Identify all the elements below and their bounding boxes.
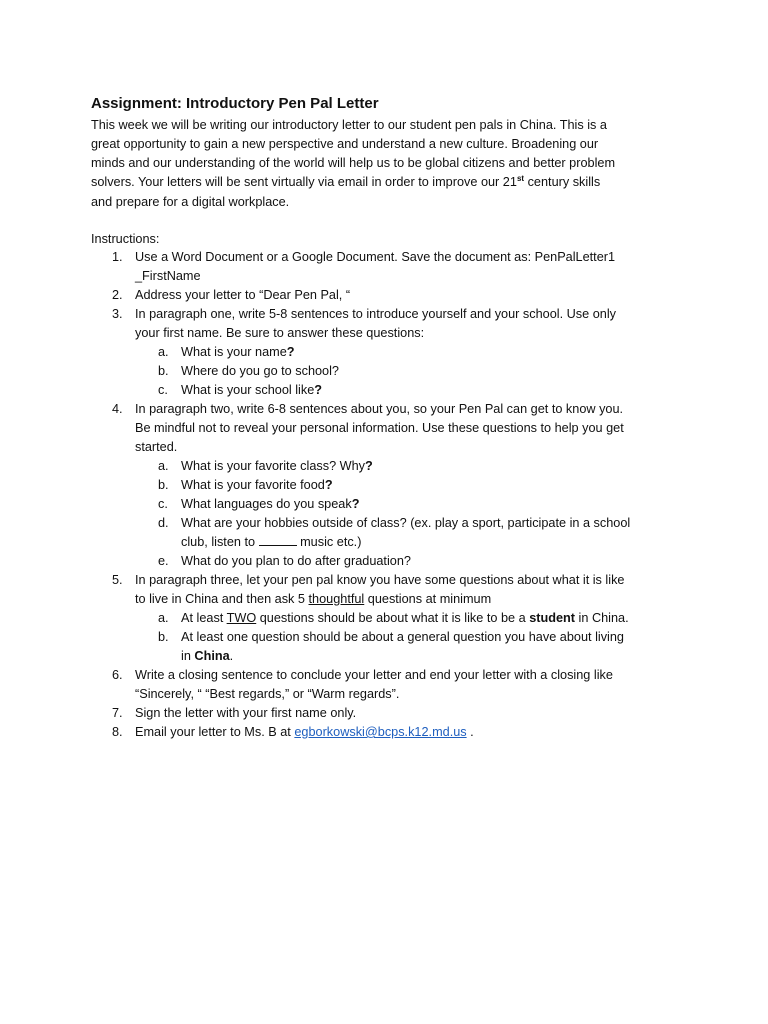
step-text-part: questions at minimum bbox=[364, 592, 492, 606]
sub-text-part: At least bbox=[181, 611, 227, 625]
sub-item bbox=[91, 457, 691, 476]
question-text: music etc.) bbox=[296, 535, 362, 549]
intro-paragraph bbox=[91, 116, 683, 212]
step-number: 7. bbox=[112, 706, 123, 720]
sub-text bbox=[181, 381, 691, 400]
intro-line: great opportunity to gain a new perspective and understand a new culture. Broadening our bbox=[91, 137, 599, 151]
question-mark: ? bbox=[351, 497, 360, 511]
step-text: Address your letter to “Dear Pen Pal, “ bbox=[135, 288, 351, 302]
question-text: What is your name bbox=[181, 345, 287, 359]
step-text: In paragraph three, let your pen pal know you have some questions about what it is like bbox=[135, 573, 625, 587]
sub-text-part: in bbox=[181, 649, 195, 663]
step-5 bbox=[91, 571, 691, 666]
step-text: _FirstName bbox=[135, 269, 201, 283]
sub-text: What are your hobbies outside of class? (ex. play a sport, participate in a school bbox=[181, 516, 631, 530]
step-8 bbox=[91, 723, 691, 742]
sub-text: Where do you go to school? bbox=[181, 364, 339, 378]
sub-list bbox=[135, 457, 691, 571]
step-text bbox=[135, 590, 691, 609]
intro-line: This week we will be writing our introductory letter to our student pen pals in China. This is a bbox=[91, 118, 607, 132]
step-text: Sign the letter with your first name only. bbox=[135, 706, 357, 720]
step-number: 1. bbox=[112, 250, 123, 264]
step-4 bbox=[91, 400, 691, 571]
sub-text bbox=[181, 609, 691, 628]
question-mark: ? bbox=[365, 459, 373, 473]
page-title: Assignment: Introductory Pen Pal Letter bbox=[91, 95, 379, 112]
question-text: club, listen to bbox=[181, 535, 259, 549]
sub-letter: e. bbox=[158, 554, 169, 568]
intro-text: century skills bbox=[524, 175, 601, 189]
email-link[interactable]: egborkowski@bcps.k12.md.us bbox=[294, 725, 467, 739]
question-text: What languages do you speak bbox=[181, 497, 352, 511]
sub-item bbox=[91, 476, 691, 495]
step-number: 8. bbox=[112, 725, 123, 739]
sub-text-part: in China. bbox=[575, 611, 629, 625]
sub-text bbox=[181, 647, 691, 666]
step-text-part: . bbox=[466, 725, 474, 739]
step-2 bbox=[91, 286, 691, 305]
ordinal-suffix: st bbox=[516, 174, 525, 183]
sub-letter: b. bbox=[158, 630, 169, 644]
step-text: In paragraph two, write 6-8 sentences about you, so your Pen Pal can get to know you. bbox=[135, 402, 624, 416]
instructions-list bbox=[91, 248, 691, 742]
sub-letter: c. bbox=[158, 497, 168, 511]
instructions-label: Instructions: bbox=[91, 232, 160, 246]
question-mark: ? bbox=[286, 345, 295, 359]
sub-item bbox=[91, 514, 691, 552]
sub-text: At least one question should be about a general question you have about living bbox=[181, 630, 624, 644]
question-text: What is your favorite class? Why bbox=[181, 459, 366, 473]
step-text: Write a closing sentence to conclude your letter and end your letter with a closing like bbox=[135, 668, 613, 682]
emphasis-underline: thoughtful bbox=[308, 592, 365, 606]
sub-letter: b. bbox=[158, 364, 169, 378]
emphasis-bold: China bbox=[194, 649, 230, 663]
question-mark: ? bbox=[314, 383, 323, 397]
step-text: started. bbox=[135, 440, 178, 454]
sub-letter: a. bbox=[158, 345, 169, 359]
sub-text: What do you plan to do after graduation? bbox=[181, 554, 411, 568]
intro-line bbox=[91, 173, 683, 193]
emphasis-underline: TWO bbox=[226, 611, 257, 625]
sub-text bbox=[181, 457, 691, 476]
sub-letter: d. bbox=[158, 516, 169, 530]
fill-in-blank bbox=[259, 534, 297, 546]
step-text: In paragraph one, write 5-8 sentences to introduce yourself and your school. Use only bbox=[135, 307, 616, 321]
sub-letter: a. bbox=[158, 611, 169, 625]
sub-text-part: . bbox=[229, 649, 234, 663]
sub-list bbox=[135, 343, 691, 400]
step-text bbox=[135, 723, 691, 742]
step-number: 3. bbox=[112, 307, 123, 321]
question-text: What is your favorite food bbox=[181, 478, 325, 492]
step-text-part: Email your letter to Ms. B at bbox=[135, 725, 295, 739]
sub-text bbox=[181, 533, 691, 552]
sub-item bbox=[91, 362, 691, 381]
step-text: Be mindful not to reveal your personal information. Use these questions to help you get bbox=[135, 421, 624, 435]
step-text: Use a Word Document or a Google Document. Save the document as: PenPalLetter1 bbox=[135, 250, 616, 264]
sub-text bbox=[181, 476, 691, 495]
step-text: “Sincerely, “ “Best regards,” or “Warm regards”. bbox=[135, 687, 400, 701]
sub-item bbox=[91, 343, 691, 362]
step-text-part: to live in China and then ask 5 bbox=[135, 592, 309, 606]
step-number: 2. bbox=[112, 288, 123, 302]
sub-text bbox=[181, 343, 691, 362]
sub-letter: c. bbox=[158, 383, 168, 397]
sub-text-part: questions should be about what it is like to be a bbox=[256, 611, 530, 625]
sub-letter: b. bbox=[158, 478, 169, 492]
step-6 bbox=[91, 666, 691, 704]
step-text: your first name. Be sure to answer these questions: bbox=[135, 326, 425, 340]
question-text: What is your school like bbox=[181, 383, 315, 397]
step-number: 6. bbox=[112, 668, 123, 682]
question-mark: ? bbox=[324, 478, 333, 492]
emphasis-bold: student bbox=[529, 611, 576, 625]
intro-line: minds and our understanding of the world will help us to be global citizens and better problem bbox=[91, 156, 616, 170]
sub-item bbox=[91, 495, 691, 514]
intro-line: and prepare for a digital workplace. bbox=[91, 195, 290, 209]
step-number: 4. bbox=[112, 402, 123, 416]
step-number: 5. bbox=[112, 573, 123, 587]
step-1 bbox=[91, 248, 691, 286]
sub-letter: a. bbox=[158, 459, 169, 473]
sub-item bbox=[91, 628, 691, 666]
intro-text: solvers. Your letters will be sent virtually via email in order to improve our 21 bbox=[91, 175, 517, 189]
step-7 bbox=[91, 704, 691, 723]
sub-list bbox=[135, 609, 691, 666]
sub-text bbox=[181, 495, 691, 514]
sub-item bbox=[91, 552, 691, 571]
sub-item bbox=[91, 609, 691, 628]
sub-item bbox=[91, 381, 691, 400]
step-3 bbox=[91, 305, 691, 400]
